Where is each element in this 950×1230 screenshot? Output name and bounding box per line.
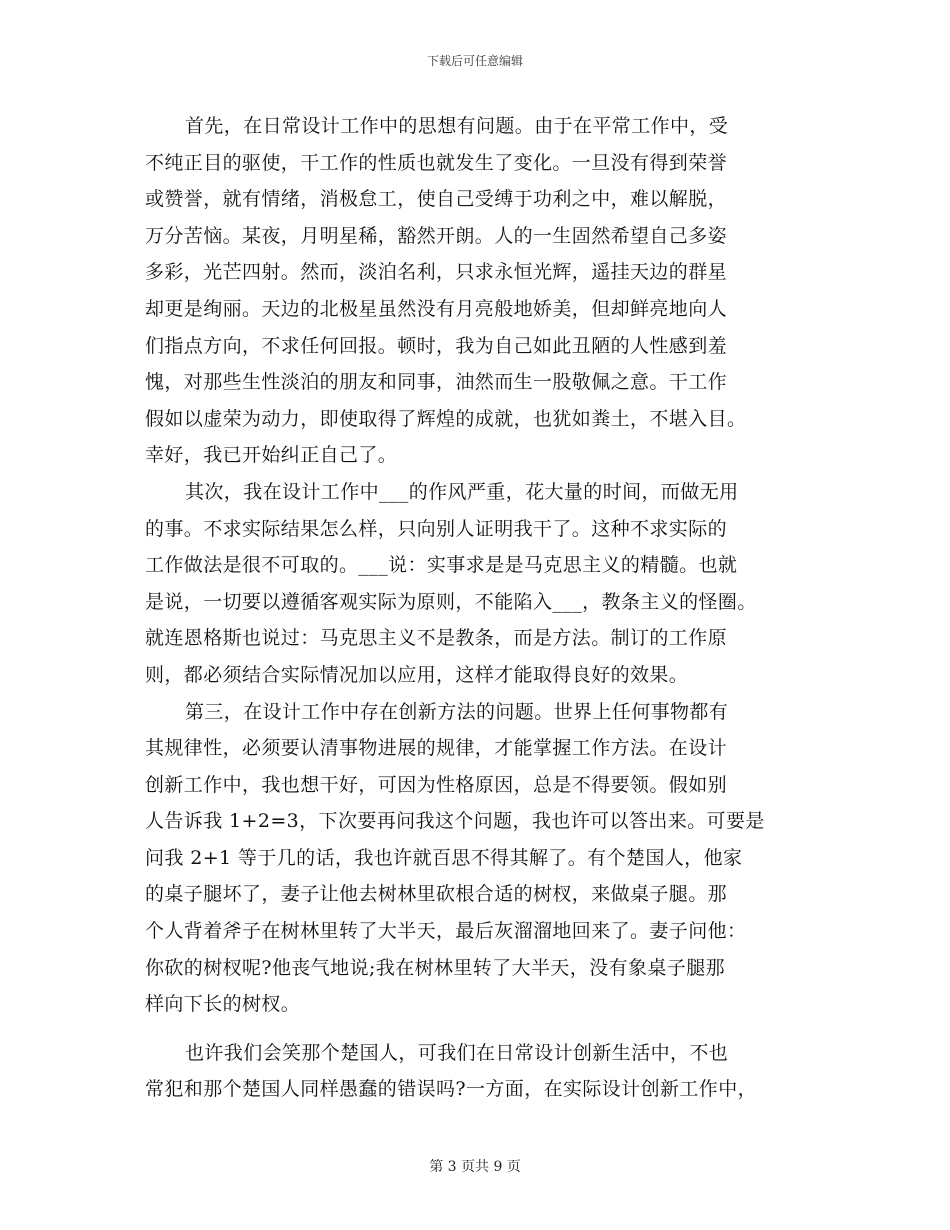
text-line: 万分苦恼。某夜，月明星稀，豁然开朗。人的一生固然希望自己多姿 <box>145 224 728 247</box>
text-line: 也许我们会笑那个楚国人，可我们在日常设计创新生活中，不也 <box>185 1041 729 1064</box>
text-line: 是说，一切要以遵循客观实际为原则，不能陷入___，教条主义的怪圈。 <box>145 590 757 613</box>
text-line: 却更是绚丽。天边的北极星虽然没有月亮般地娇美，但却鲜亮地向人 <box>145 297 728 320</box>
paragraph-3 <box>145 694 815 1023</box>
paragraph-2 <box>145 474 815 694</box>
paragraph-gap <box>145 1023 815 1035</box>
text-line: 假如以虚荣为动力，即使取得了辉煌的成就，也犹如粪土，不堪入目。 <box>145 407 747 430</box>
text-line: 样向下长的树杈。 <box>145 993 301 1016</box>
text-line: 创新工作中，我也想干好，可因为性格原因，总是不得要领。假如别 <box>145 773 728 796</box>
text-line: 的事。不求实际结果怎么样，只向别人证明我干了。这种不求实际的 <box>145 517 728 540</box>
page-header: 下载后可任意编辑 <box>426 54 523 68</box>
text-line: 则，都必须结合实际情况加以应用，这样才能取得良好的效果。 <box>145 663 689 686</box>
text-line: 其次，我在设计工作中___的作风严重，花大量的时间，而做无用 <box>185 480 739 503</box>
text-line: 其规律性，必须要认清事物进展的规律，才能掌握工作方法。在设计 <box>145 737 728 760</box>
text-line: 不纯正目的驱使，干工作的性质也就发生了变化。一旦没有得到荣誉 <box>145 151 728 174</box>
text-line: 个人背着斧子在树林里转了大半天，最后灰溜溜地回来了。妻子问他： <box>145 920 747 943</box>
text-line: 的桌子腿坏了，妻子让他去树林里砍根合适的树杈，来做桌子腿。那 <box>145 883 728 906</box>
text-line: 常犯和那个楚国人同样愚蠢的错误吗?一方面，在实际设计创新工作中， <box>145 1078 757 1101</box>
text-line: 或赞誉，就有情绪，消极怠工，使自己受缚于功利之中，难以解脱， <box>145 188 728 211</box>
paragraph-4 <box>145 1035 815 1108</box>
text-line: 多彩，光芒四射。然而，淡泊名利，只求永恒光辉，遥挂天边的群星 <box>145 261 728 284</box>
text-line: 愧，对那些生性淡泊的朋友和同事，油然而生一股敬佩之意。干工作 <box>145 371 728 394</box>
text-line: 工作做法是很不可取的。___说：实事求是是马克思主义的精髓。也就 <box>145 554 738 577</box>
text-line: 首先，在日常设计工作中的思想有问题。由于在平常工作中，受 <box>185 115 729 137</box>
paragraph-1 <box>145 108 815 474</box>
text-line: 们指点方向，不求任何回报。顿时，我为自己如此丑陋的人性感到羞 <box>145 334 728 357</box>
document-body <box>145 108 815 1108</box>
text-line: 就连恩格斯也说过：马克思主义不是教条，而是方法。制订的工作原 <box>145 627 728 650</box>
text-line: 问我 2+1 等于几的话，我也许就百思不得其解了。有个楚国人，他家 <box>145 846 743 869</box>
text-line: 人告诉我 1+2=3，下次要再问我这个问题，我也许可以答出来。可要是 <box>145 810 765 833</box>
page-number-footer: 第 3 页共 9 页 <box>429 1159 521 1175</box>
text-line: 第三，在设计工作中存在创新方法的问题。世界上任何事物都有 <box>185 700 729 723</box>
text-line: 你砍的树杈呢?他丧气地说;我在树林里转了大半天，没有象桌子腿那 <box>145 956 725 979</box>
text-line: 幸好，我已开始纠正自己了。 <box>145 444 398 467</box>
